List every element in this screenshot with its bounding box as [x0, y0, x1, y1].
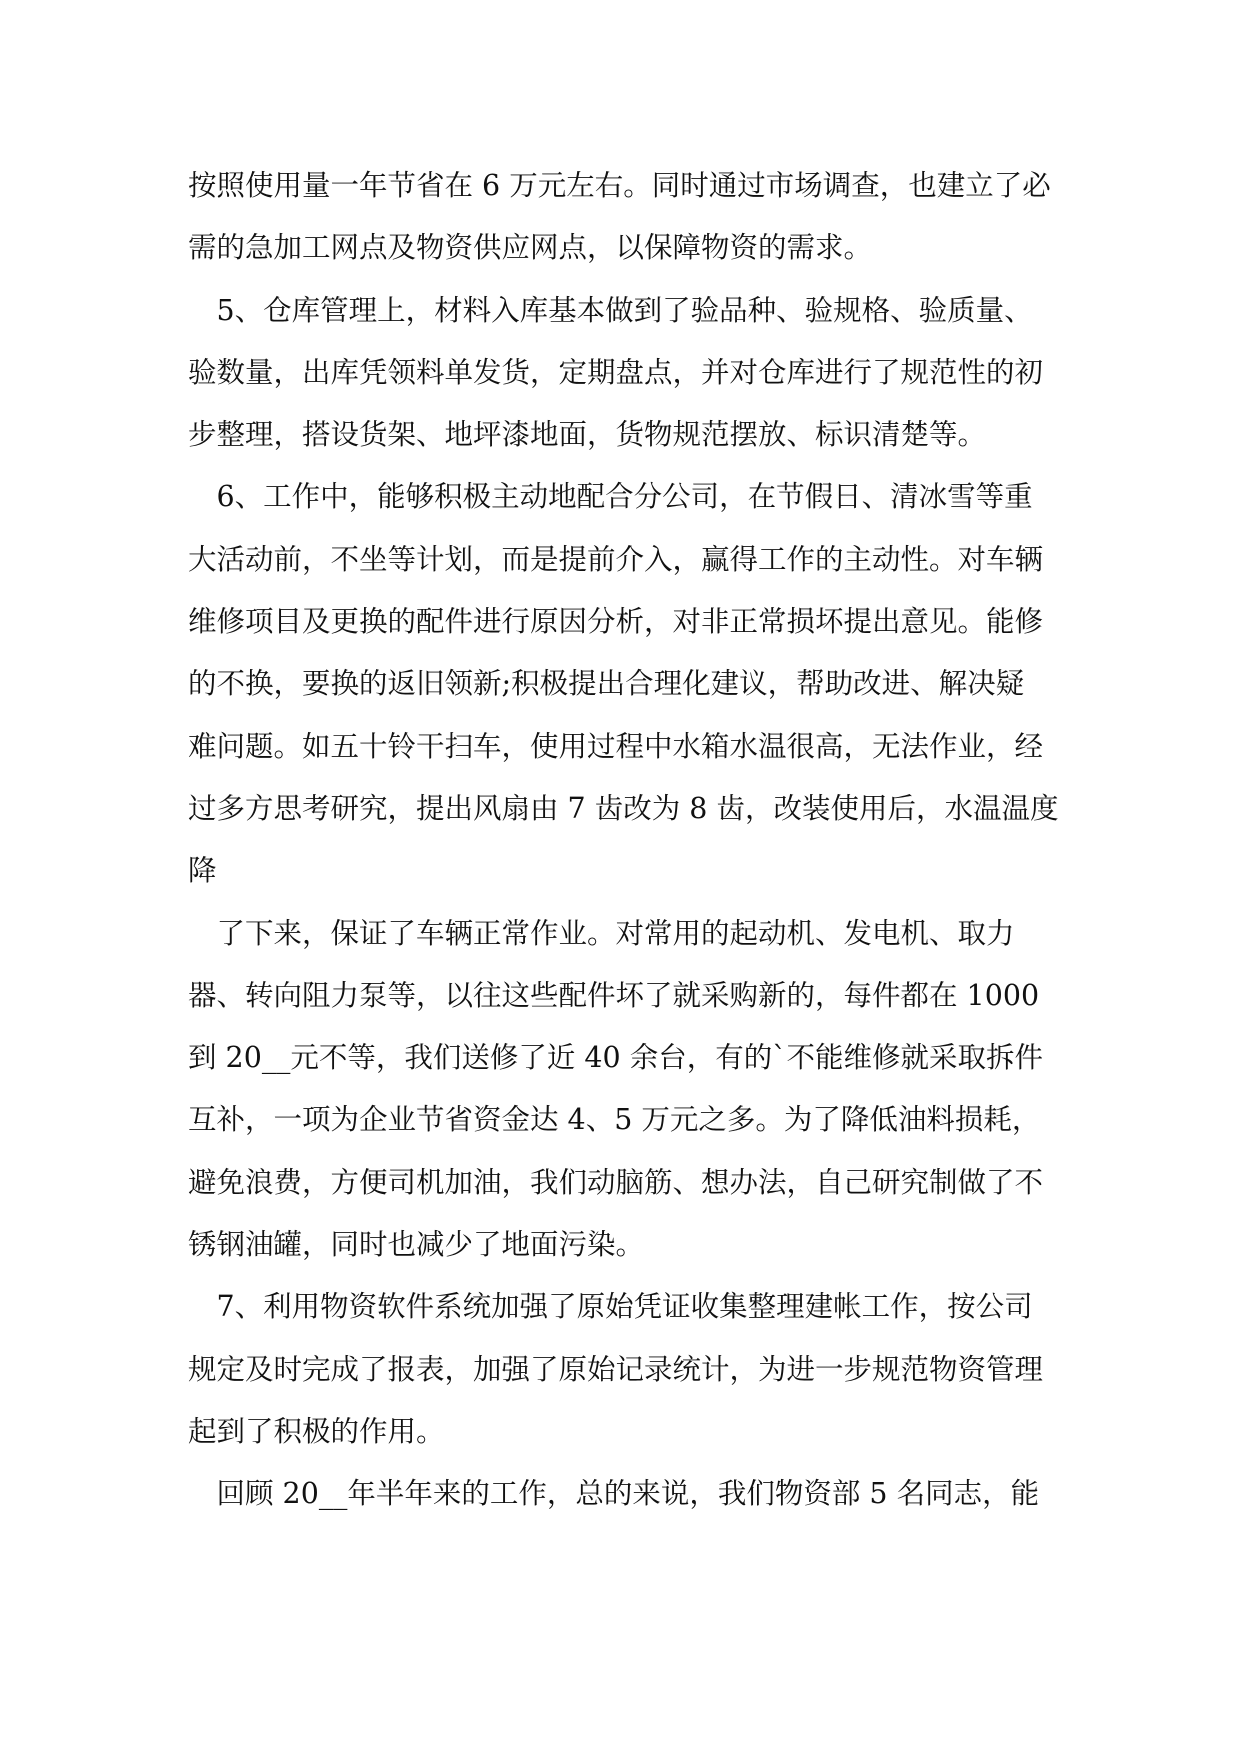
text-line: 互补，一项为企业节省资金达 4、5 万元之多。为了降低油料损耗， — [188, 1103, 1041, 1137]
text-line: 回顾 20__年半年来的工作，总的来说，我们物资部 5 名同志，能 — [188, 1477, 1040, 1511]
text-line: 难问题。如五十铃干扫车，使用过程中水箱水温很高，无法作业，经 — [188, 729, 1044, 763]
text-line: 的不换，要换的返旧领新;积极提出合理化建议，帮助改进、解决疑 — [188, 667, 1025, 701]
text-line: 过多方思考研究，提出风扇由 7 齿改为 8 齿，改装使用后，水温温度 — [188, 791, 1059, 825]
text-line: 起到了积极的作用。 — [188, 1414, 445, 1448]
text-line: 大活动前，不坐等计划，而是提前介入，赢得工作的主动性。对车辆 — [188, 542, 1044, 576]
text-line: 验数量，出库凭领料单发货，定期盘点，并对仓库进行了规范性的初 — [188, 355, 1044, 389]
text-line: 6、工作中，能够积极主动地配合分公司，在节假日、清冰雪等重 — [188, 480, 1033, 514]
text-line: 按照使用量一年节省在 6 万元左右。同时通过市场调查，也建立了必 — [188, 169, 1051, 202]
text-line: 了下来，保证了车辆正常作业。对常用的起动机、发电机、取力 — [188, 916, 1015, 950]
text-line: 需的急加工网点及物资供应网点，以保障物资的需求。 — [188, 231, 873, 265]
text-line: 步整理，搭设货架、地坪漆地面，货物规范摆放、标识清楚等。 — [188, 418, 987, 452]
text-line: 到 20__元不等，我们送修了近 40 余台，有的`不能维修就采取拆件 — [188, 1041, 1043, 1075]
text-line: 降 — [188, 854, 217, 888]
text-line: 维修项目及更换的配件进行原因分析，对非正常损坏提出意见。能修 — [188, 605, 1044, 639]
text-line: 锈钢油罐，同时也减少了地面污染。 — [188, 1228, 645, 1262]
document-body — [188, 155, 1058, 1526]
text-line: 5、仓库管理上，材料入库基本做到了验品种、验规格、验质量、 — [188, 293, 1033, 327]
text-line: 规定及时完成了报表，加强了原始记录统计，为进一步规范物资管理 — [188, 1352, 1044, 1386]
text-line: 7、利用物资软件系统加强了原始凭证收集整理建帐工作，按公司 — [188, 1290, 1033, 1324]
text-line: 器、转向阻力泵等，以往这些配件坏了就采购新的，每件都在 1000 — [188, 978, 1040, 1012]
text-line: 避免浪费，方便司机加油，我们动脑筋、想办法，自己研究制做了不 — [188, 1165, 1044, 1199]
